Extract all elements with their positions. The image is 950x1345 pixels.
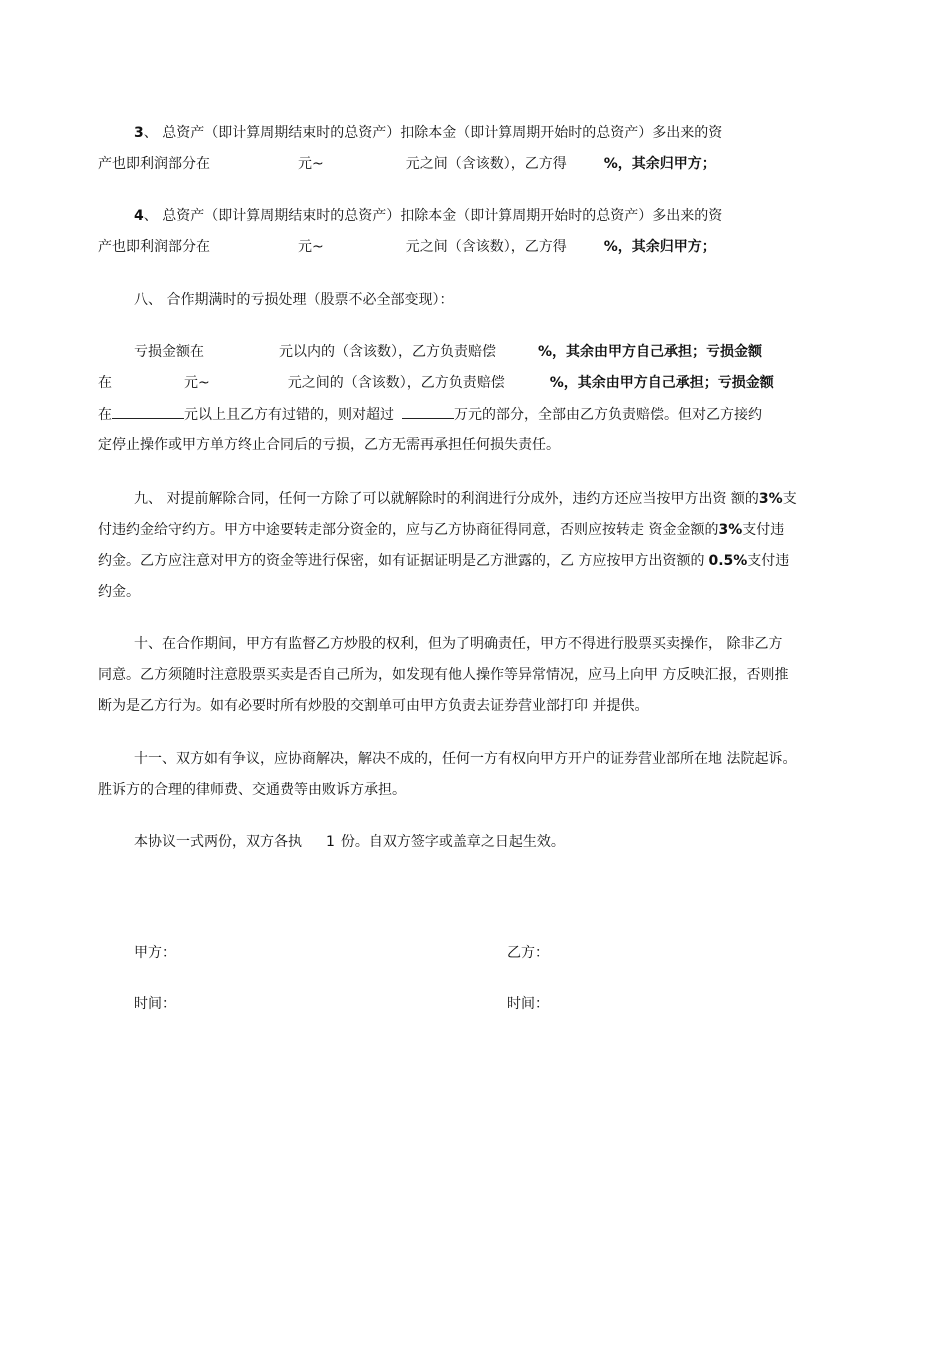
section-8-text-3c: 万元的部分，全部由乙方负责赔偿。但对乙方接约 (454, 407, 762, 423)
copies-statement (134, 832, 565, 852)
section-9-text-2c: 支付违 (742, 522, 785, 538)
clause-3-line-2 (98, 154, 716, 174)
section-8-text-3b: 元以上且乙方有过错的，则对超过 (184, 407, 394, 423)
party-b-label: 乙方： (507, 945, 549, 961)
section-11-line-2: 胜诉方的合理的律师费、交通费等由败诉方承担。 (98, 782, 406, 798)
section-8-text-2a: 在 (98, 375, 112, 391)
clause-4-text-b: 元~ (298, 239, 324, 255)
clause-3-text: 、 总资产（即计算周期结束时的总资产）扣除本金（即计算周期开始时的总资产）多出来的资 (143, 125, 723, 141)
clause-3-number: 3 (134, 125, 144, 141)
section-8-line-2 (98, 373, 774, 393)
clause-3-line-1 (134, 123, 722, 143)
clause-4-line-2 (98, 237, 716, 257)
time-a-label: 时间： (134, 996, 176, 1012)
section-9-pct-2: 3% (718, 522, 743, 538)
section-9-pct-3: 0.5% (708, 553, 748, 569)
clause-4-text-c: 元之间（含该数），乙方得 (405, 239, 567, 255)
section-9-line-4: 约金。 (98, 584, 140, 600)
blank-line (402, 404, 454, 419)
section-9-text-3a: 约金。乙方应注意对甲方的资金等进行保密，如有证据证明是乙方泄露的，乙 方应按甲方出资额的 (98, 553, 705, 569)
section-8-text-1c: %，其余由甲方自己承担；亏损金额 (538, 344, 763, 360)
section-11-line-1: 十一、双方如有争议，应协商解决，解决不成的，任何一方有权向甲方开户的证券营业部所在地 法院起诉。 (134, 751, 797, 767)
clause-3-text-c: 元之间（含该数），乙方得 (405, 156, 567, 172)
section-8-text-2c: 元之间的（含该数），乙方负责赔偿 (287, 375, 505, 391)
clause-4-number: 4 (134, 208, 144, 224)
time-b-label: 时间： (507, 996, 549, 1012)
section-9-text-1c: 支 (782, 491, 797, 507)
section-8-text-2d: %，其余由甲方自己承担；亏损金额 (549, 375, 774, 391)
copies-text-c: 份。自双方签字或盖章之日起生效。 (340, 834, 565, 850)
section-9-text-2a: 付违约金给守约方。甲方中途要转走部分资金的，应与乙方协商征得同意，否则应按转走 资金金额的 (98, 522, 719, 538)
clause-3-text-d: %，其余归甲方； (603, 156, 716, 172)
clause-4-text-d: %，其余归甲方； (603, 239, 716, 255)
section-9-text-1a: 九、 对提前解除合同，任何一方除了可以就解除时的利润进行分成外，违约方还应当按甲方出资 额的 (134, 491, 759, 507)
clause-4-text: 、 总资产（即计算周期结束时的总资产）扣除本金（即计算周期开始时的总资产）多出来的资 (143, 208, 723, 224)
clause-4-text-a: 产也即利润部分在 (98, 239, 210, 255)
section-9-line-3 (98, 551, 789, 571)
section-8-text-1b: 元以内的（含该数），乙方负责赔偿 (279, 344, 496, 360)
blank-line (112, 404, 184, 419)
section-8-text-2b: 元~ (184, 375, 210, 391)
section-9-pct-1: 3% (758, 491, 783, 507)
section-10-line-2: 同意。乙方须随时注意股票买卖是否自己所为，如发现有他人操作等异常情况，应马上向甲 方反映汇报，否则推 (98, 667, 789, 683)
section-8-line-1 (134, 342, 762, 362)
copies-text-a: 本协议一式两份，双方各执 (134, 834, 302, 850)
clause-4-line-1 (134, 206, 722, 226)
section-10-line-1: 十、在合作期间，甲方有监督乙方炒股的权利，但为了明确责任，甲方不得进行股票买卖操作， 除非乙方 (134, 636, 783, 652)
section-10-line-3: 断为是乙方行为。如有必要时所有炒股的交割单可由甲方负责去证券营业部打印 并提供。 (98, 698, 649, 714)
section-9-line-2 (98, 520, 784, 540)
copies-count: 1 (326, 834, 335, 850)
section-9-line-1 (134, 489, 797, 509)
section-8-line-3 (98, 404, 762, 425)
section-8-heading: 八、 合作期满时的亏损处理（股票不必全部变现）： (134, 292, 454, 308)
clause-3-text-b: 元~ (298, 156, 324, 172)
section-8-text-3a: 在 (98, 407, 112, 423)
section-8-text-1a: 亏损金额在 (134, 344, 204, 360)
clause-3-text-a: 产也即利润部分在 (98, 156, 210, 172)
party-a-label: 甲方： (134, 945, 176, 961)
section-8-line-4: 定停止操作或甲方单方终止合同后的亏损，乙方无需再承担任何损失责任。 (98, 437, 560, 453)
section-9-text-3c: 支付违 (747, 553, 790, 569)
